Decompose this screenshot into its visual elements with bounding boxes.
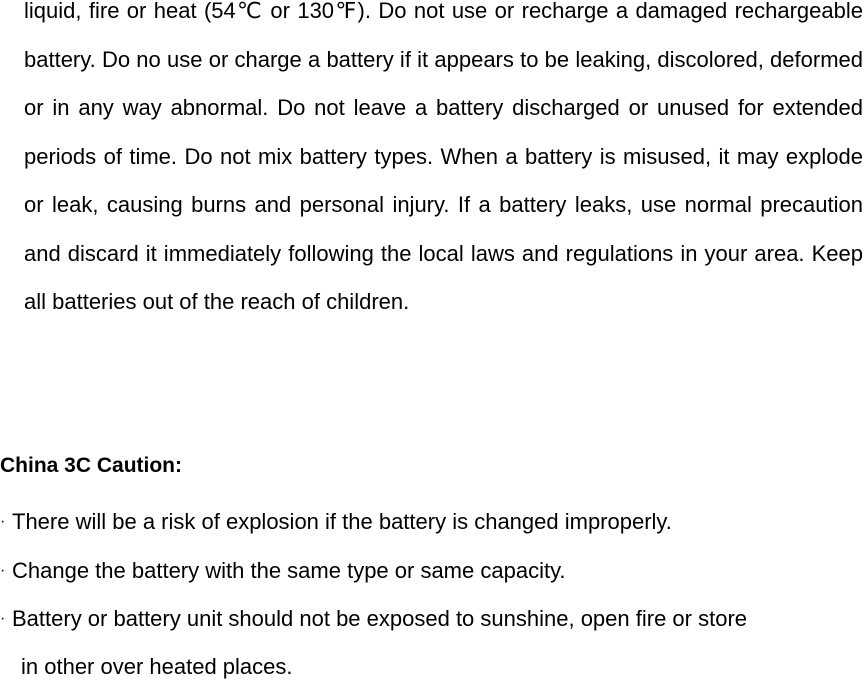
china-3c-caution-list <box>0 498 862 691</box>
bullet-dot-icon: · <box>0 595 5 644</box>
caution-item-text: There will be a risk of explosion if the battery is changed improperly. <box>12 509 672 534</box>
caution-item <box>0 547 862 596</box>
caution-item <box>0 498 862 547</box>
caution-item <box>0 595 862 691</box>
caution-item-continuation: in other over heated places. <box>12 643 862 691</box>
china-3c-caution-heading: China 3C Caution: <box>0 451 182 481</box>
bullet-dot-icon: · <box>0 547 5 596</box>
caution-item-text: Change the battery with the same type or same capacity. <box>12 558 566 583</box>
caution-item-text: Battery or battery unit should not be exposed to sunshine, open fire or store <box>12 606 747 631</box>
battery-warning-paragraph: liquid, fire or heat (54℃ or 130℉). Do not use or recharge a damaged rechargeable battery. Do no use or charge a battery if it appears to be leaking, discolored, deformed or in any way abnormal. Do not leave a battery discharged or unused for extended periods of time. Do not mix battery types. When a battery is misused, it may explode or leak, causing burns and personal injury. If a battery leaks, use normal precaution and discard it immediately following the local laws and regulations in your area. Keep all batteries out of the reach of children. <box>24 0 863 327</box>
bullet-dot-icon: · <box>0 498 5 547</box>
